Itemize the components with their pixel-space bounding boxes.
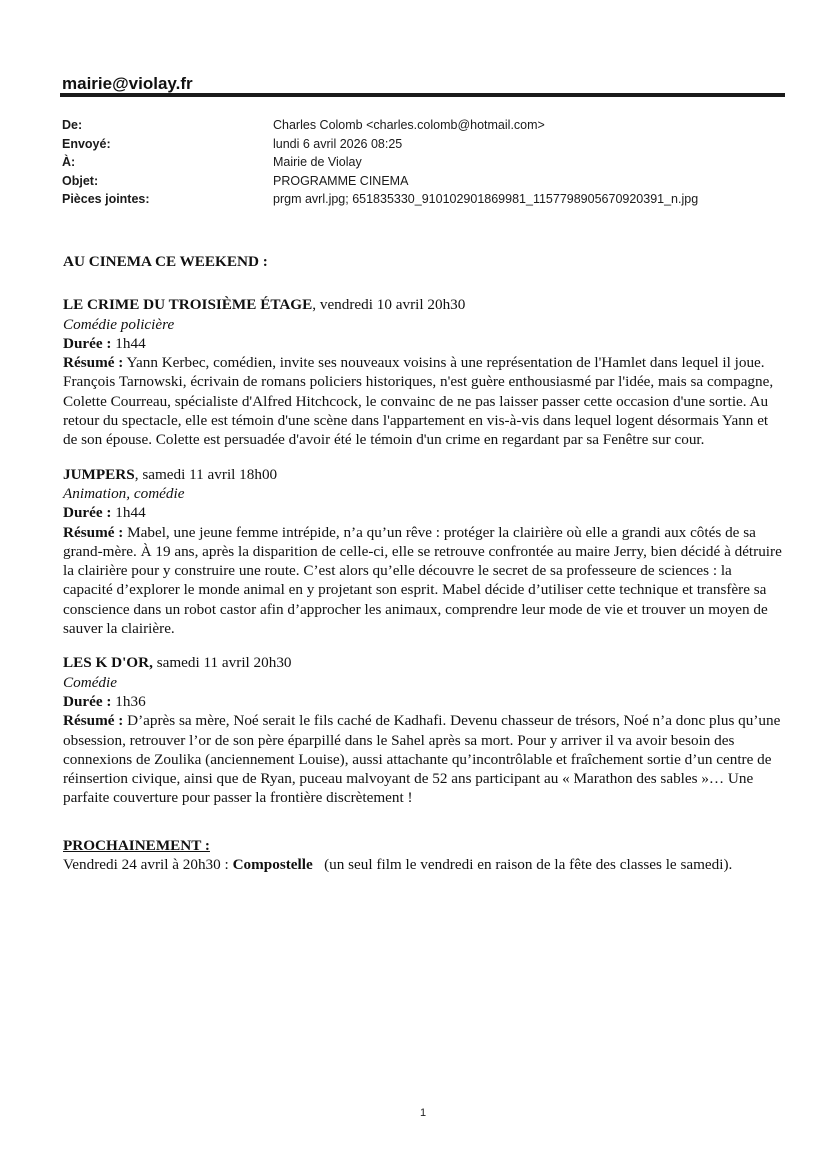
film-duration: 1h44 [111,334,146,352]
header-row-sent [62,135,782,154]
header-row-attachments [62,190,782,209]
header-label: Envoyé: [62,136,111,151]
film-title: LE CRIME DU TROISIÈME ÉTAGE [63,296,313,314]
film-duration: 1h44 [111,504,146,522]
film-entry [63,653,783,807]
duration-label: Durée : [63,334,112,352]
film-summary-line [63,711,783,807]
header-label: Objet: [62,173,99,188]
summary-label: Résumé : [63,712,124,730]
header-divider [60,93,785,97]
film-showtime: , samedi 11 avril 18h00 [134,465,278,483]
film-summary: Yann Kerbec, comédien, invite ses nouveaux voisins à une représentation de l'Hamlet dans lequel il joue. François Tarnowski, écrivain de romans policiers historiques, n'est guère enthousiasmé par l'idée, mais sa compagne, Colette Courreau, spécialiste d'Alfred Hitchcock, le convainc de ne pas laisser passer cette occasion d'une sortie. Au retour du spectacle, elle est témoin d'une scène dans l'appartement en vis-à-vis dans lequel logent désormais Yann et de son épouse. Colette est persuadée d'avoir été le témoin d'un crime en regardant par sa Fenêtre sur cour. [63,354,774,449]
header-label: À: [62,155,76,169]
header-to-value: Mairie de Violay [273,155,362,169]
film-entry [63,465,783,639]
upcoming-film: Compostelle [232,856,313,874]
summary-label: Résumé : [63,523,124,541]
duration-label: Durée : [63,504,112,522]
film-title: JUMPERS [63,465,135,483]
header-attachments-value: prgm avrl.jpg; 651835330_910102901869981_1157798905670920391_n.jpg [273,192,699,206]
header-row-to [62,153,782,172]
page-number: 1 [419,1107,427,1119]
upcoming-note: (un seul film le vendredi en raison de la fête des classes le samedi). [312,856,733,874]
film-title-line [63,653,783,672]
film-duration-line [63,692,783,711]
film-genre: Animation, comédie [63,484,185,502]
film-summary: Mabel, une jeune femme intrépide, n’a qu’un rêve : protéger la clairière où elle a grandi aux côtés de sa grand-mère. À 19 ans, après la disparition de celle-ci, elle se retrouve confrontée au maire Jerry, bien décidé à détruire la clairière pour y construire une route. C’est alors qu’elle découvre le secret de sa professeure de sciences : la capacité d’explorer le monde animal en y projetant son esprit. Mabel décide d’utiliser cette technique et transfère sa conscience dans un robot castor afin d’approcher les animaux, comprendre leur mode de vie et trouver un moyen de sauver la clairière. [63,523,782,638]
film-title-line [63,465,783,484]
film-duration-line [63,503,783,522]
header-sent-value: lundi 6 avril 2026 08:25 [273,136,403,151]
film-summary-line [63,523,783,639]
mailbox-address: mairie@violay.fr [62,74,193,93]
film-genre: Comédie policière [63,315,175,333]
film-showtime: , vendredi 10 avril 20h30 [312,296,466,314]
film-title-line [63,295,783,314]
film-summary: D’après sa mère, Noé serait le fils caché de Kadhafi. Devenu chasseur de trésors, Noé n’a donc plus qu’une obsession, retrouver l’or de son père éparpillé dans le Sahel après sa mort. Pour y arriver il va avoir besoin des connexions de Zoulika (anciennement Louise), aussi attachante qu’incontrôlable et fraîchement sortie d’un centre de réinsertion civique, ainsi que de Ryan, puceau malvoyant de 52 ans participant au « Marathon des sables »… Une parfaite couverture pour passer la frontière discrètement ! [63,712,781,807]
summary-label: Résumé : [63,354,124,372]
film-summary-line [63,353,783,449]
film-entry [63,295,783,449]
film-showtime: samedi 11 avril 20h30 [152,654,292,672]
film-duration: 1h36 [111,692,146,710]
film-duration-line [63,334,783,353]
header-row-subject [62,172,782,191]
header-label: Pièces jointes: [62,192,150,206]
header-label: De: [62,118,83,132]
upcoming-line [63,855,783,874]
email-header [62,116,782,209]
header-subject-value: PROGRAMME CINEMA [273,173,409,188]
email-body [63,252,783,874]
header-row-from [62,116,782,135]
intro-heading: AU CINEMA CE WEEKEND : [63,253,268,270]
header-from-value: Charles Colomb <charles.colomb@hotmail.com> [273,118,545,132]
film-title: LES K D'OR, [63,654,153,672]
upcoming-heading: PROCHAINEMENT : [63,836,210,854]
film-genre: Comédie [63,673,117,691]
duration-label: Durée : [63,692,112,710]
upcoming-date: Vendredi 24 avril à 20h30 : [63,856,233,874]
